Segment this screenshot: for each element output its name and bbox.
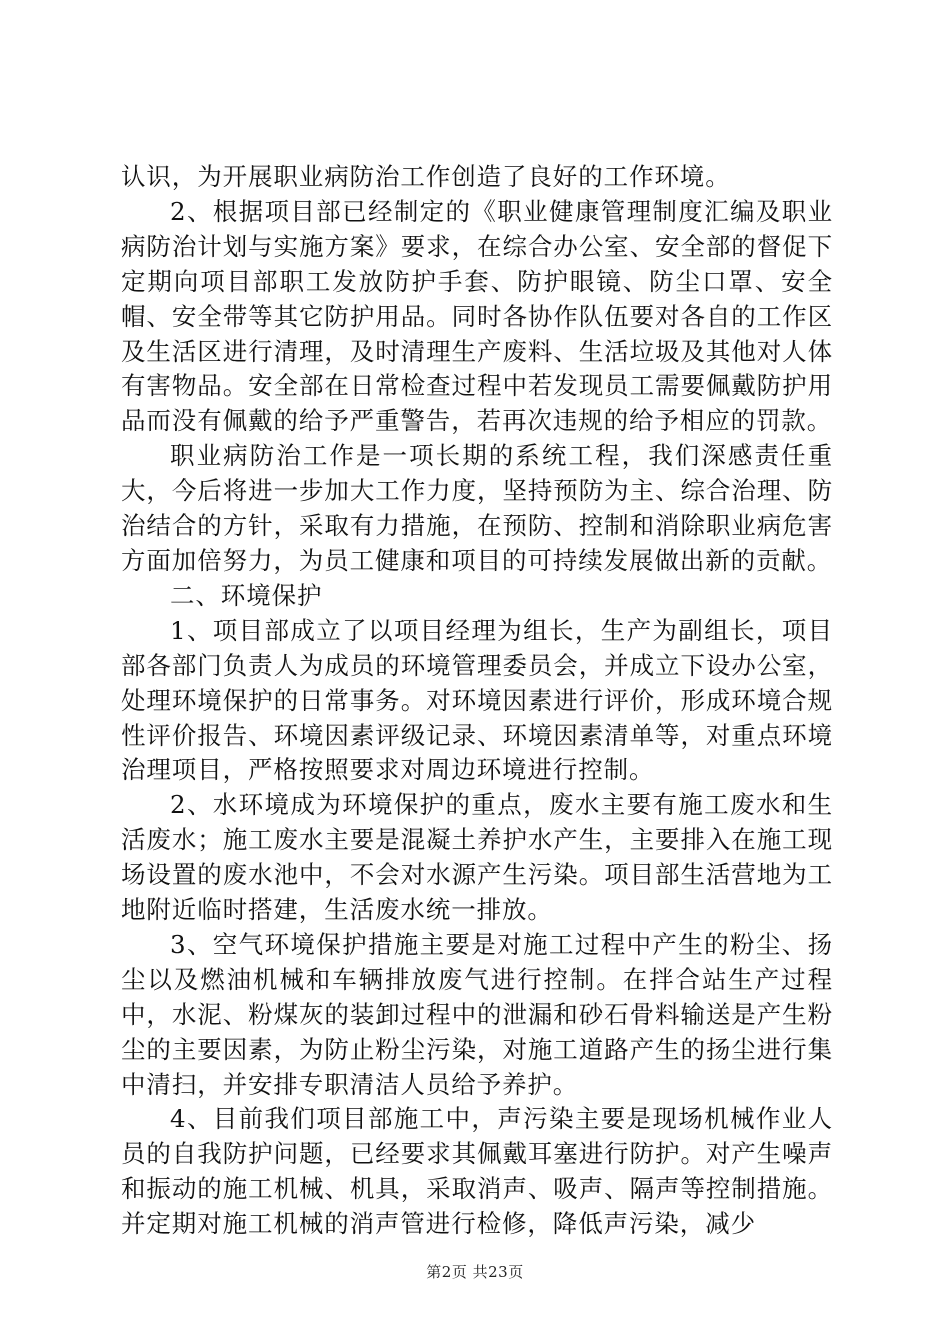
paragraph-1: 认识，为开展职业病防治工作创造了良好的工作环境。 [121,162,731,191]
paragraph-8: 4、目前我们项目部施工中，声污染主要是现场机械作业人员的自我防护问题，已经要求其佩戴耳塞进行防护。对产生噪声和振动的施工机械、机具，采取消声、吸声、隔声等控制措施。并定期对施工机械的消声管进行检修，降低声污染，减少 [121,1104,833,1239]
paragraph-6: 2、水环境成为环境保护的重点，废水主要有施工废水和生活废水；施工废水主要是混凝土养护水产生，主要排入在施工现场设置的废水池中，不会对水源产生污染。项目部生活营地为工地附近临时搭建，生活废水统一排放。 [121,790,833,925]
paragraph-7: 3、空气环境保护措施主要是对施工过程中产生的粉尘、扬尘以及燃油机械和车辆排放废气进行控制。在拌合站生产过程中，水泥、粉煤灰的装卸过程中的泄漏和砂石骨料输送是产生粉尘的主要因素，为防止粉尘污染，对施工道路产生的扬尘进行集中清扫，并安排专职清洁人员给予养护。 [121,929,833,1099]
paragraph-2: 2、根据项目部已经制定的《职业健康管理制度汇编及职业病防治计划与实施方案》要求，在综合办公室、安全部的督促下定期向项目部职工发放防护手套、防护眼镜、防尘口罩、安全帽、安全带等其它防护用品。同时各协作队伍要对各自的工作区及生活区进行清理，及时清理生产废料、生活垃圾及其他对人体有害物品。安全部在日常检查过程中若发现员工需要佩戴防护用品而没有佩戴的给予严重警告，若再次违规的给予相应的罚款。 [121,196,833,436]
paragraph-3: 职业病防治工作是一项长期的系统工程，我们深感责任重大，今后将进一步加大工作力度，坚持预防为主、综合治理、防治结合的方针，采取有力措施，在预防、控制和消除职业病危害方面加倍努力，为员工健康和项目的可持续发展做出新的贡献。 [121,441,833,575]
paragraph-5: 1、项目部成立了以项目经理为组长，生产为副组长，项目部各部门负责人为成员的环境管理委员会，并成立下设办公室，处理环境保护的日常事务。对环境因素进行评价，形成环境合规性评价报告、环境因素评级记录、环境因素清单等，对重点环境治理项目，严格按照要求对周边环境进行控制。 [121,615,833,785]
document-body [121,160,833,1242]
section-heading-environment: 二、环境保护 [170,580,323,610]
page-footer: 第2页 共23页 [426,1263,524,1281]
